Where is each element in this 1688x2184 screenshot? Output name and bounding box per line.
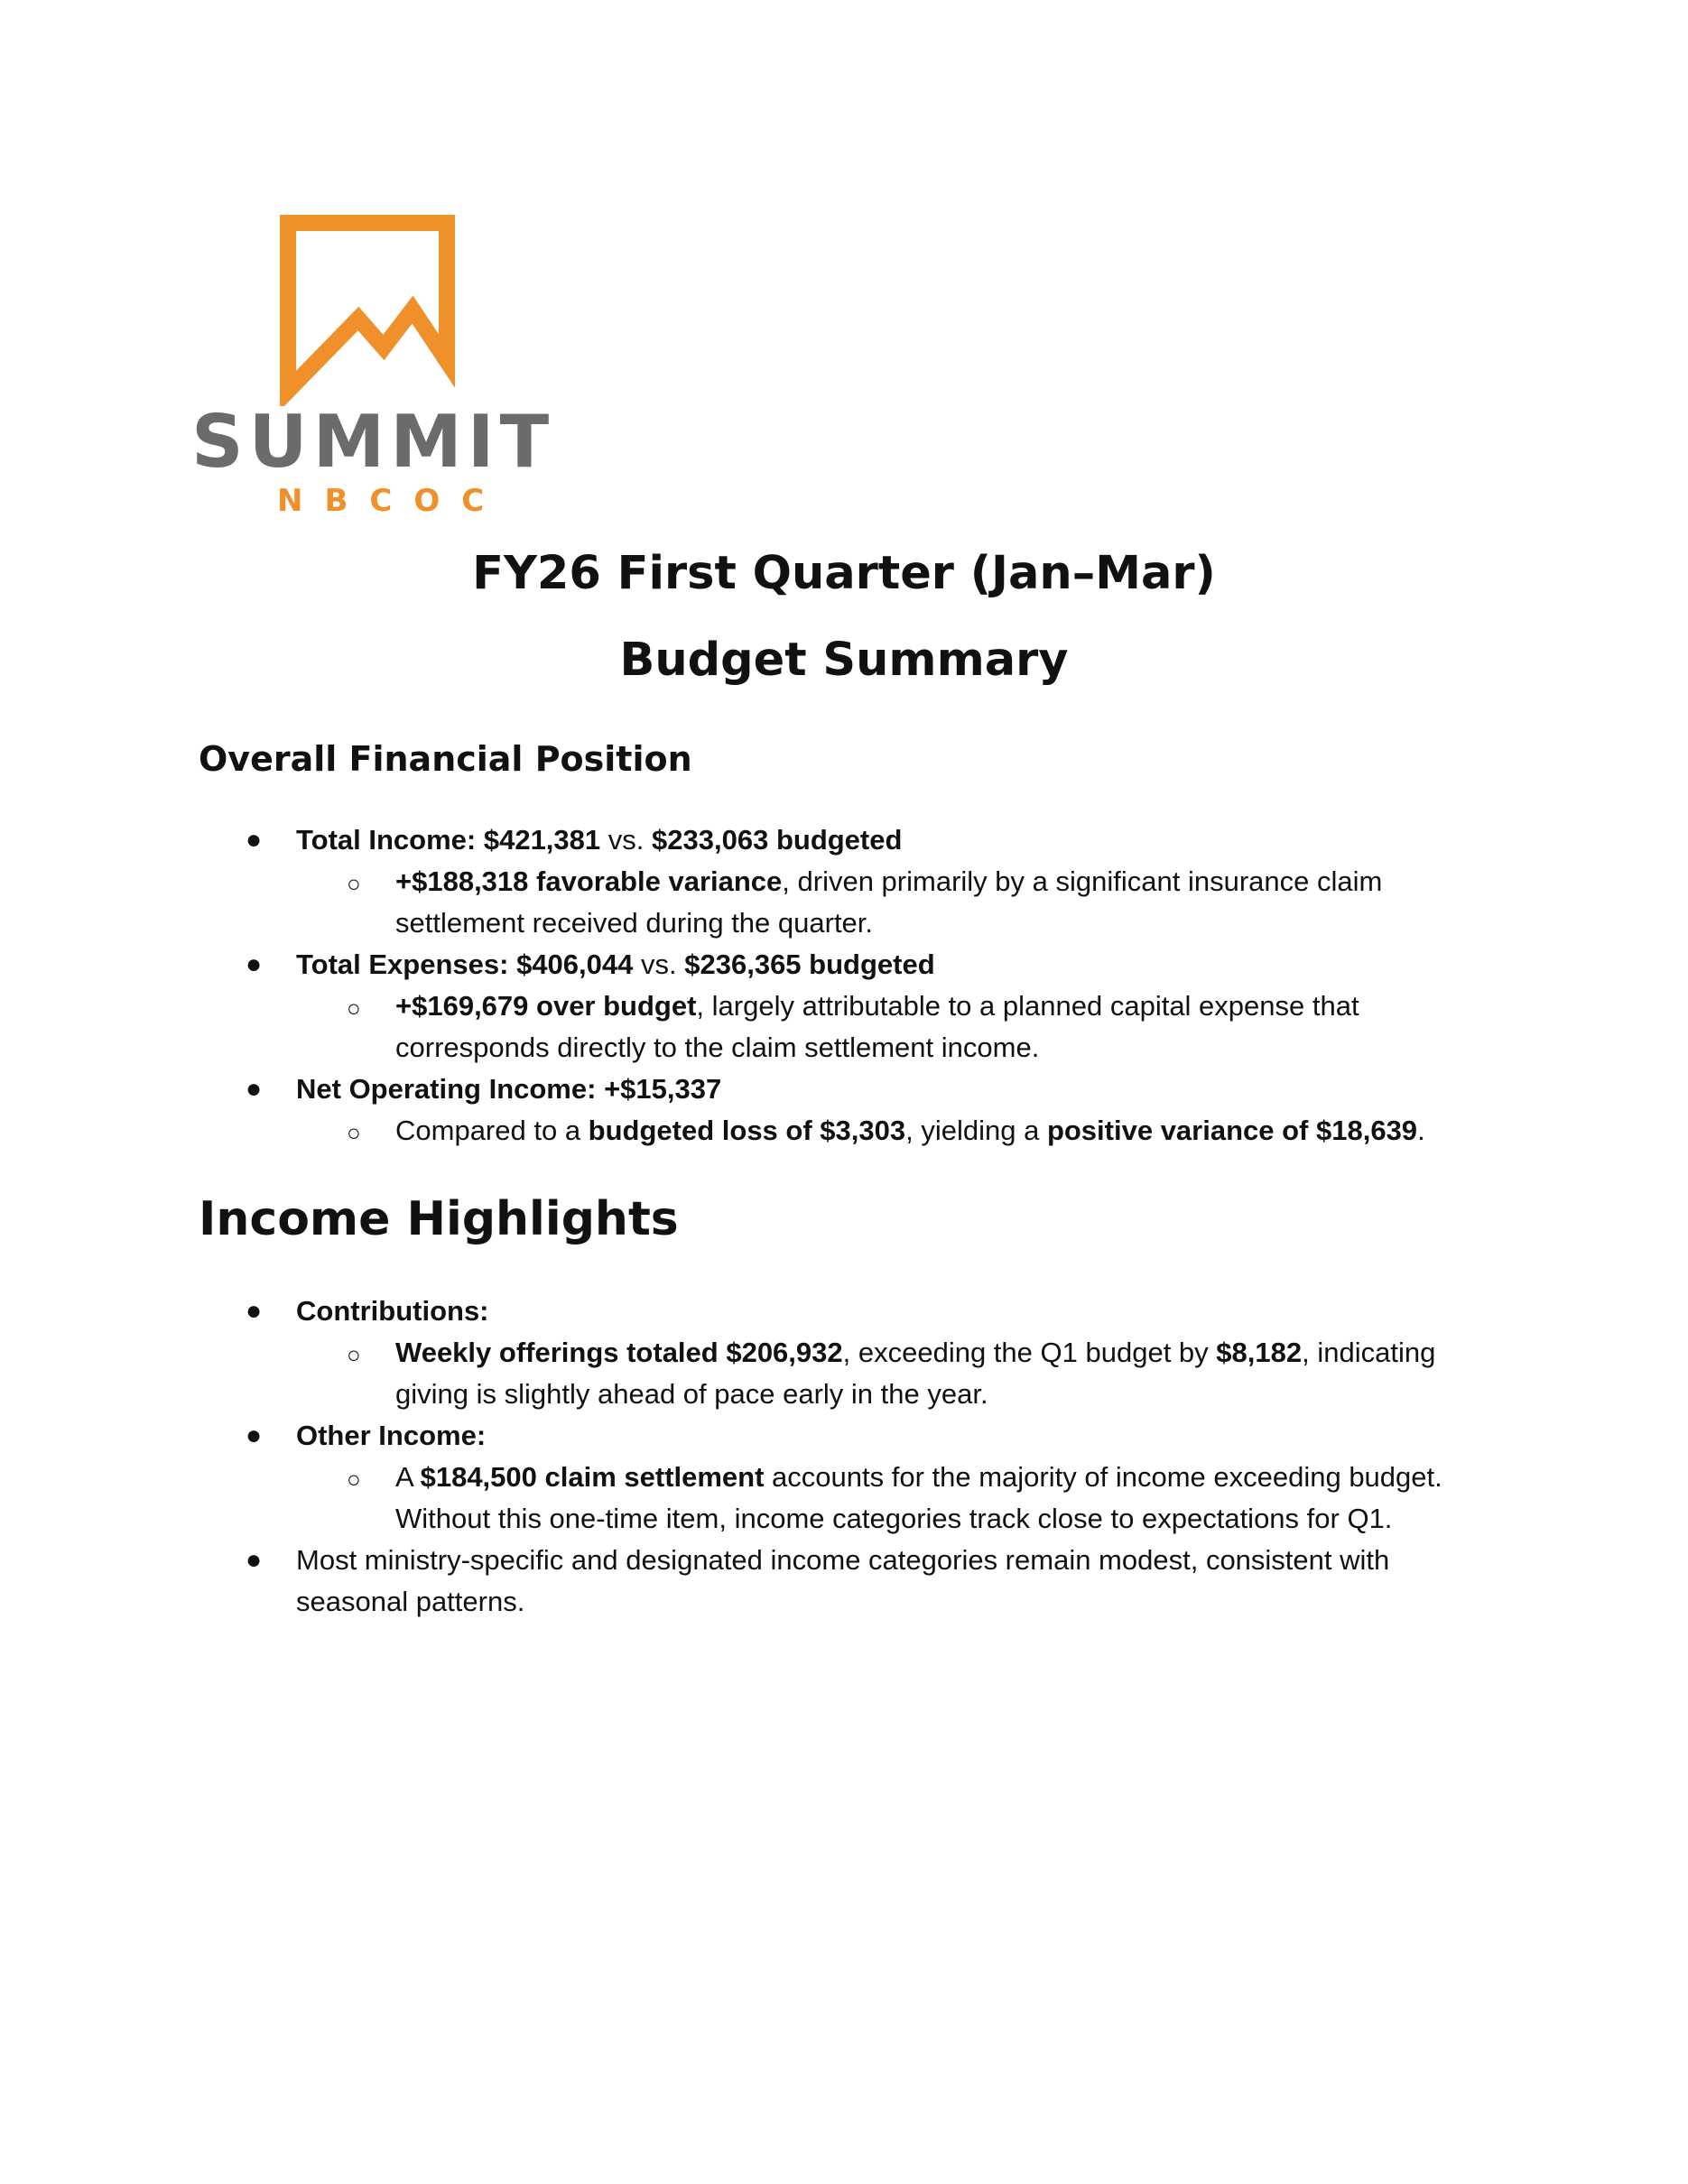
q1-excess: $8,182	[1216, 1337, 1303, 1368]
total-income-budget: $233,063 budgeted	[652, 824, 903, 856]
expense-variance-text: , largely attributable to a planned capital expense that corresponds directly to the claim settlement income.	[395, 990, 1359, 1063]
bullet-marker: ●	[246, 1296, 263, 1326]
bullet-marker: ●	[246, 1421, 263, 1450]
bullet-marker: ●	[246, 1074, 263, 1104]
claim-end: accounts for the majority of income exceeding budget. Without this one-time item, income categories track close to expectations for Q1.	[395, 1461, 1442, 1534]
claim-pre: A	[395, 1461, 421, 1493]
section-heading-overall: Overall Financial Position	[199, 739, 692, 779]
total-income-actual: $421,381	[483, 824, 601, 856]
overall-list	[199, 819, 1498, 1152]
section-heading-income: Income Highlights	[199, 1192, 679, 1246]
list-item-net-variance	[199, 1110, 1498, 1152]
total-expenses-label: Total Expenses:	[296, 949, 509, 980]
document-subtitle: Budget Summary	[619, 634, 1069, 687]
list-item-expense-variance	[199, 986, 1498, 1069]
list-item-weekly-offerings	[199, 1332, 1498, 1415]
budgeted-loss: budgeted loss of $3,303	[588, 1115, 906, 1146]
bullet-marker: ●	[246, 949, 263, 979]
sub-bullet-marker: ○	[347, 1119, 361, 1146]
other-income-label: Other Income:	[296, 1420, 487, 1451]
logo-subtitle: NBCOC	[277, 483, 506, 519]
list-item-contributions	[199, 1291, 1498, 1332]
ministry-income-text: Most ministry-specific and designated income categories remain modest, consistent with seasonal patterns.	[296, 1544, 1390, 1617]
claim-settlement: $184,500 claim settlement	[420, 1461, 765, 1493]
list-item-other-income	[199, 1415, 1498, 1457]
net-operating-label: Net Operating Income:	[296, 1073, 597, 1105]
mountain-flag-icon	[277, 212, 458, 406]
weekly-offerings-end: , indicating giving is slightly ahead of pace early in the year.	[395, 1337, 1436, 1410]
logo-wordmark: SUMMIT	[191, 400, 555, 484]
total-income-label: Total Income:	[296, 824, 477, 856]
income-variance-value: +$188,318 favorable variance	[395, 865, 783, 897]
sub-bullet-marker: ○	[347, 1466, 361, 1493]
income-list	[199, 1291, 1498, 1623]
weekly-offerings-mid: , exceeding the Q1 budget by	[842, 1337, 1217, 1368]
sub-bullet-marker: ○	[347, 870, 361, 897]
sub-bullet-marker: ○	[347, 995, 361, 1022]
bullet-marker: ●	[246, 825, 263, 855]
contributions-label: Contributions:	[296, 1295, 489, 1327]
list-item-total-income	[199, 819, 1498, 861]
bullet-marker: ●	[246, 1545, 263, 1575]
list-item-net-operating	[199, 1069, 1498, 1110]
vs-text: vs.	[641, 949, 677, 980]
weekly-offerings: Weekly offerings totaled $206,932	[395, 1337, 843, 1368]
total-expenses-actual: $406,044	[516, 949, 634, 980]
list-item-claim-settlement	[199, 1457, 1498, 1540]
income-variance-text: , driven primarily by a significant insurance claim settlement received during the quarter.	[395, 865, 1383, 939]
net-variance-mid: , yielding a	[905, 1115, 1047, 1146]
positive-variance: positive variance of $18,639	[1046, 1115, 1418, 1146]
total-expenses-budget: $236,365 budgeted	[684, 949, 935, 980]
list-item-income-variance	[199, 861, 1498, 944]
expense-variance-value: +$169,679 over budget	[395, 990, 697, 1022]
net-variance-pre: Compared to a	[395, 1115, 589, 1146]
net-variance-end: .	[1417, 1115, 1425, 1146]
vs-text: vs.	[607, 824, 645, 856]
summit-logo	[191, 212, 555, 519]
document-title: FY26 First Quarter (Jan–Mar)	[472, 547, 1216, 600]
list-item-ministry-income	[199, 1540, 1498, 1623]
list-item-total-expenses	[199, 944, 1498, 986]
net-operating-value: +$15,337	[604, 1073, 722, 1105]
sub-bullet-marker: ○	[347, 1341, 361, 1368]
